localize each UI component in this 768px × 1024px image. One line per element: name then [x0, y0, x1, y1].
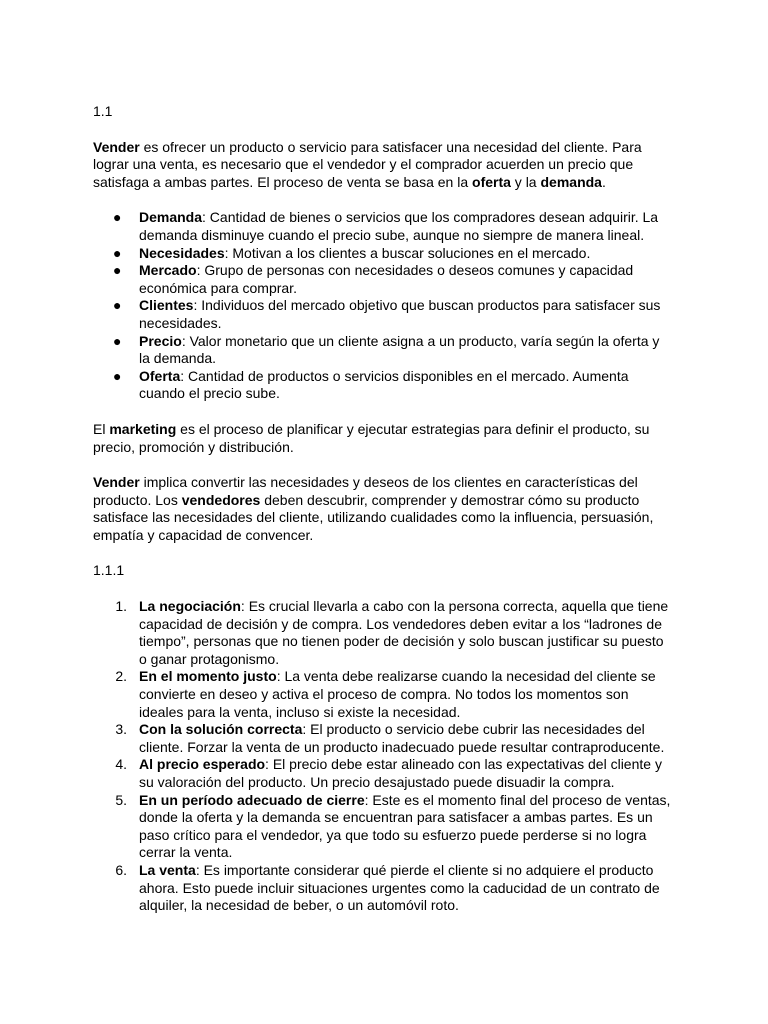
list-item	[93, 862, 673, 915]
bold-term: La negociación	[139, 598, 241, 615]
list-item	[93, 297, 673, 332]
bold-term: Necesidades	[139, 244, 225, 261]
bold-term: La venta	[139, 861, 196, 878]
bold-term: Vender	[93, 138, 140, 155]
paragraph-text: implica convertir las necesidades y deseos de los clientes en características del producto. Los	[93, 474, 638, 508]
item-text: : Cantidad de bienes o servicios que los compradores desean adquirir. La demanda disminuye cuando el precio sube, aunque no siempre de manera lineal.	[139, 209, 659, 243]
paragraph-text: El	[93, 420, 110, 437]
list-item	[93, 598, 673, 668]
list-item	[93, 792, 673, 862]
bullet-icon: ●	[113, 332, 122, 349]
bold-term: vendedores	[181, 491, 261, 508]
item-text: : El producto o servicio debe cubrir las necesidades del cliente. Forzar la venta de un producto inadecuado puede resultar contraproducente.	[139, 721, 665, 755]
bold-term: Al precio esperado	[139, 756, 266, 773]
item-text: : Este es el momento final del proceso de ventas, donde la oferta y la demanda se encuentran para satisfacer a ambas partes. Es un paso crítico para el vendedor, ya que todo su esfuerzo puede perderse si no logra cerrar la venta.	[139, 791, 671, 861]
list-number: 4.	[115, 756, 127, 773]
bullet-icon: ●	[113, 297, 122, 314]
item-text: : Motivan a los clientes a buscar soluciones en el mercado.	[224, 244, 591, 261]
list-item	[93, 245, 673, 263]
vender-paragraph	[93, 474, 673, 544]
item-text: : Es importante considerar qué pierde el cliente si no adquiere el producto ahora. Esto puede incluir situaciones urgentes como la caducidad de un contrato de alquiler, la necesidad de beber, o un automóvil roto.	[139, 861, 660, 914]
list-item	[93, 209, 673, 244]
marketing-paragraph	[93, 421, 673, 456]
item-text: : Cantidad de productos o servicios disponibles en el mercado. Aumenta cuando el precio sube.	[139, 367, 629, 402]
document-body	[93, 103, 673, 915]
bold-term: marketing	[109, 420, 177, 437]
bold-term: Mercado	[139, 262, 197, 279]
list-number: 3.	[115, 721, 127, 738]
bold-term: Oferta	[139, 367, 181, 384]
item-text: : La venta debe realizarse cuando la necesidad del cliente se convierte en deseo y activa el proceso de compra. No todos los momentos son ideales para la venta, incluso si existe la necesidad.	[139, 668, 656, 720]
list-item	[93, 721, 673, 756]
bold-term: Vender	[93, 474, 140, 491]
item-text: : El precio debe estar alineado con las expectativas del cliente y su valoración del producto. Un precio desajustado puede disuadir la compra.	[139, 756, 662, 790]
item-text: : Es crucial llevarla a cabo con la persona correcta, aquella que tiene capacidad de decisión y de compra. Los vendedores deben evitar a los “ladrones de tiempo”, personas que no tienen poder de decisión y solo buscan justificar su puesto o ganar protagonismo.	[139, 598, 669, 667]
list-item	[93, 368, 673, 403]
bold-term: Precio	[139, 332, 182, 349]
section-number-1-1: 1.1	[93, 103, 113, 119]
list-item	[93, 333, 673, 368]
paragraph-text: es el proceso de planificar y ejecutar estrategias para definir el producto, su precio, promoción y distribución.	[93, 420, 650, 455]
list-item	[93, 262, 673, 297]
bullet-icon: ●	[113, 244, 122, 261]
bullet-icon: ●	[113, 367, 122, 384]
list-number: 6.	[115, 861, 127, 878]
bold-term: oferta	[472, 173, 511, 190]
list-number: 5.	[115, 791, 127, 808]
bold-term: Clientes	[139, 297, 194, 314]
paragraph-text: .	[601, 173, 606, 190]
paragraph-text: es ofrecer un producto o servicio para satisfacer una necesidad del cliente. Para lograr una venta, es necesario que el vendedor y el comprador acuerden un precio que satisfaga a ambas partes. El proceso de venta se basa en la	[93, 138, 642, 190]
numbered-list	[93, 598, 673, 915]
bold-term: En un período adecuado de cierre	[139, 791, 365, 808]
list-number: 1.	[115, 598, 127, 615]
bold-term: En el momento justo	[139, 668, 277, 685]
intro-paragraph	[93, 139, 673, 192]
item-text: : Individuos del mercado objetivo que buscan productos para satisfacer sus necesidades.	[139, 297, 661, 331]
bullet-icon: ●	[113, 209, 122, 226]
bold-term: demanda	[540, 173, 602, 190]
paragraph-text: y la	[510, 173, 541, 190]
item-text: : Grupo de personas con necesidades o deseos comunes y capacidad económica para comprar.	[139, 262, 634, 296]
section-number-1-1-1: 1.1.1	[93, 562, 125, 579]
list-number: 2.	[115, 668, 127, 685]
bold-term: Demanda	[139, 209, 203, 226]
bold-term: Con la solución correcta	[139, 721, 303, 738]
list-item	[93, 756, 673, 791]
paragraph-text: deben descubrir, comprender y demostrar cómo su producto satisface las necesidades del cliente, utilizando cualidades como la influencia, persuasión, empatía y capacidad de convencer.	[93, 491, 654, 543]
bullet-icon: ●	[113, 262, 122, 279]
definitions-bullet-list	[93, 209, 673, 403]
item-text: : Valor monetario que un cliente asigna a un producto, varía según la oferta y la demanda.	[139, 332, 660, 367]
list-item	[93, 668, 673, 721]
